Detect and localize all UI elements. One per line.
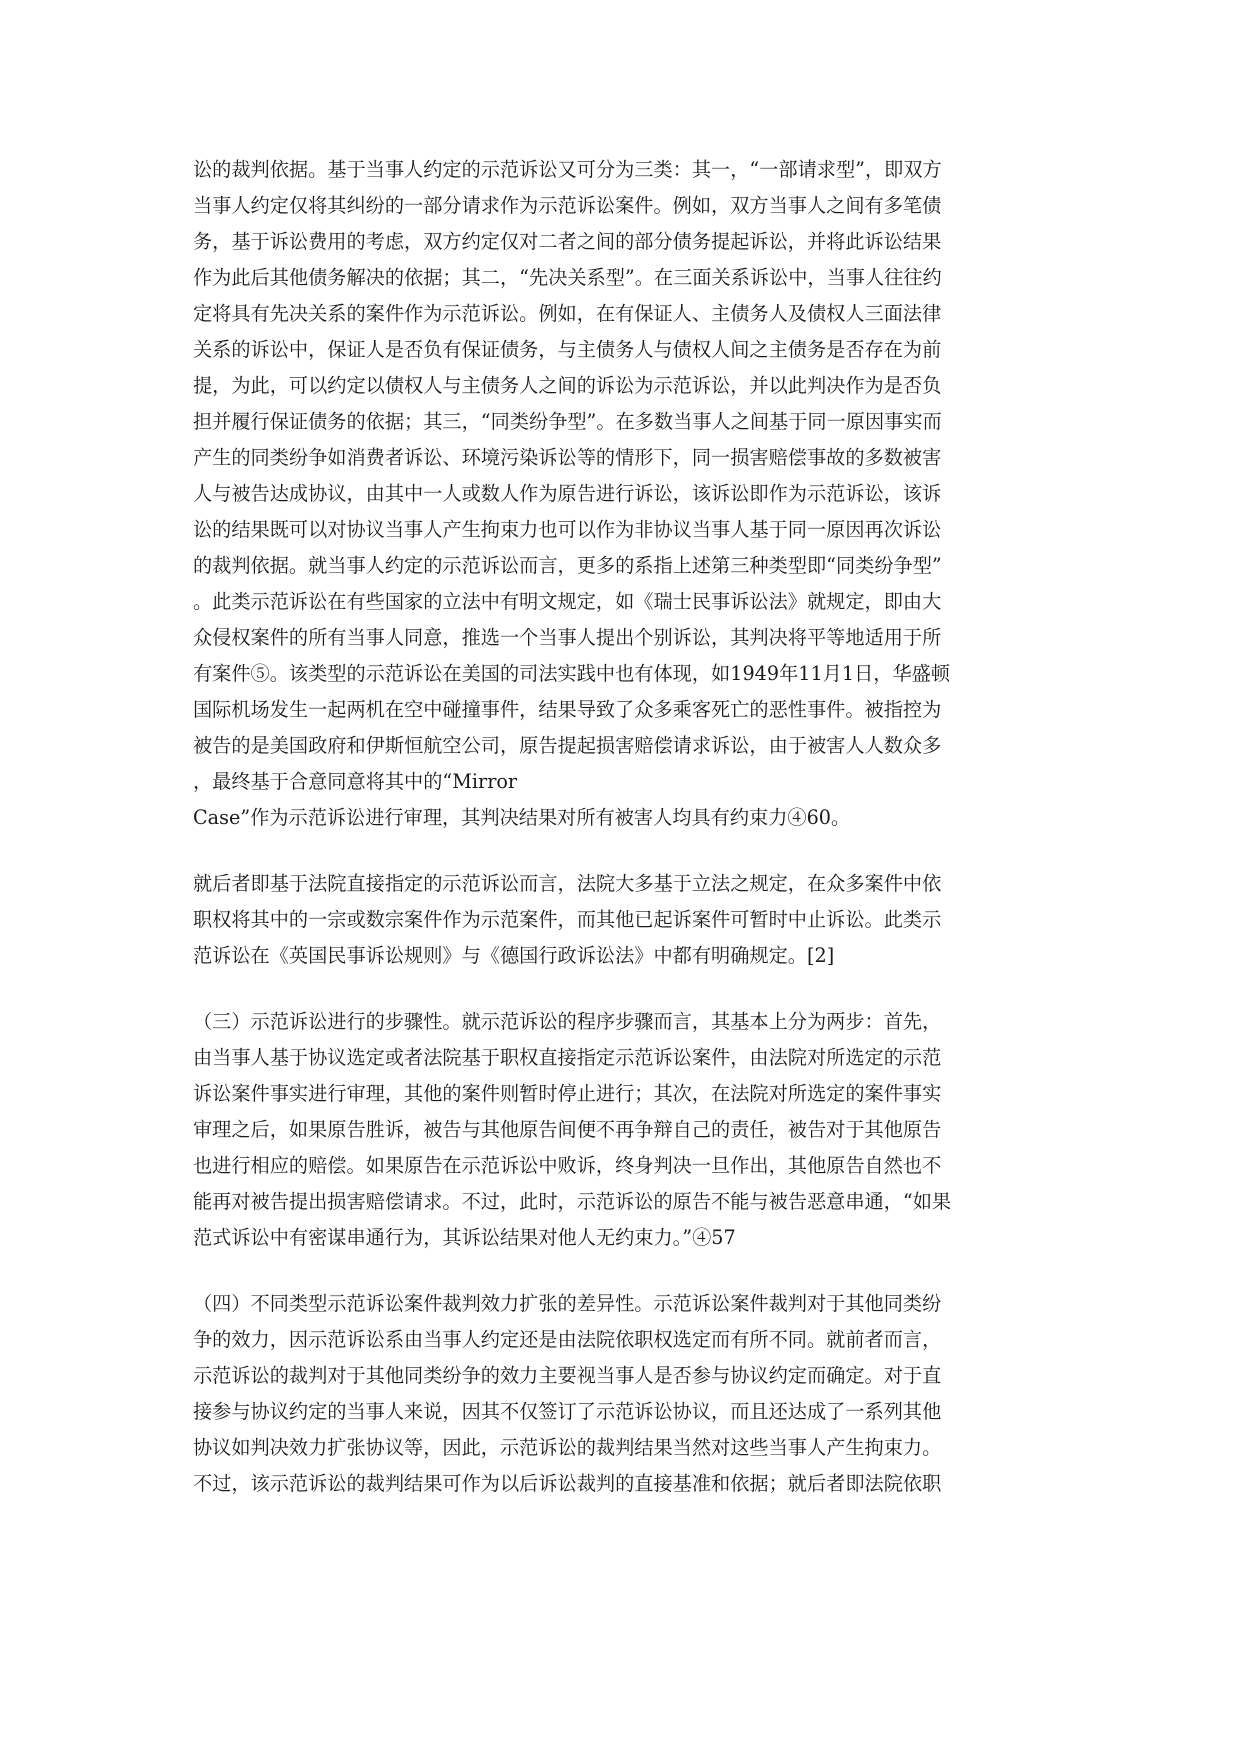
text-line: 当事人约定仅将其纠纷的一部分请求作为示范诉讼案件。例如，双方当事人之间有多笔债 <box>193 194 942 217</box>
text-line: 接参与协议约定的当事人来说，因其不仅签订了示范诉讼协议，而且还达成了一系列其他 <box>193 1400 942 1423</box>
text-line: （三）示范诉讼进行的步骤性。就示范诉讼的程序步骤而言，其基本上分为两步：首先， <box>193 1010 942 1033</box>
text-line: 诉讼案件事实进行审理，其他的案件则暂时停止进行；其次，在法院对所选定的案件事实 <box>193 1082 942 1105</box>
text-line: 能再对被告提出损害赔偿请求。不过，此时，示范诉讼的原告不能与被告恶意串通，“如果 <box>193 1190 952 1213</box>
text-line: 产生的同类纷争如消费者诉讼、环境污染诉讼等的情形下，同一损害赔偿事故的多数被害 <box>193 446 942 469</box>
text-line: 作为此后其他债务解决的依据；其二，“先决关系型”。在三面关系诉讼中，当事人往往约 <box>193 266 942 289</box>
text-line: 提，为此，可以约定以债权人与主债务人之间的诉讼为示范诉讼，并以此判决作为是否负 <box>193 374 942 397</box>
text-line: 就后者即基于法院直接指定的示范诉讼而言，法院大多基于立法之规定，在众多案件中依 <box>193 872 942 895</box>
text-line: 众侵权案件的所有当事人同意，推选一个当事人提出个别诉讼，其判决将平等地适用于所 <box>193 626 942 649</box>
text-line: 不过，该示范诉讼的裁判结果可作为以后诉讼裁判的直接基准和依据；就后者即法院依职 <box>193 1472 942 1495</box>
text-line: 人与被告达成协议，由其中一人或数人作为原告进行诉讼，该诉讼即作为示范诉讼，该诉 <box>193 482 942 505</box>
text-line: 国际机场发生一起两机在空中碰撞事件，结果导致了众多乘客死亡的恶性事件。被指控为 <box>193 698 942 721</box>
text-line: 争的效力，因示范诉讼系由当事人约定还是由法院依职权选定而有所不同。就前者而言， <box>193 1328 942 1351</box>
paragraph-1 <box>193 152 1053 836</box>
text-line: 被告的是美国政府和伊斯恒航空公司，原告提起损害赔偿请求诉讼，由于被害人人数众多 <box>193 734 942 757</box>
text-line: 的裁判依据。就当事人约定的示范诉讼而言，更多的系指上述第三种类型即“同类纷争型” <box>193 554 942 577</box>
text-line: 范式诉讼中有密谋串通行为，其诉讼结果对他人无约束力。”④57 <box>193 1226 736 1249</box>
text-line: 示范诉讼的裁判对于其他同类纷争的效力主要视当事人是否参与协议约定而确定。对于直 <box>193 1364 942 1387</box>
text-line: 也进行相应的赔偿。如果原告在示范诉讼中败诉，终身判决一旦作出，其他原告自然也不 <box>193 1154 942 1177</box>
text-line: 范诉讼在《英国民事诉讼规则》与《德国行政诉讼法》中都有明确规定。[2] <box>193 944 835 967</box>
document-body <box>193 152 1053 1532</box>
text-line: ，最终基于合意同意将其中的“Mirror <box>193 770 518 793</box>
text-line: 审理之后，如果原告胜诉，被告与其他原告间便不再争辩自己的责任，被告对于其他原告 <box>193 1118 942 1141</box>
text-line: 有案件⑤。该类型的示范诉讼在美国的司法实践中也有体现，如1949年11月1日，华盛顿 <box>193 662 951 685</box>
paragraph-2 <box>193 866 1053 974</box>
text-line: 务，基于诉讼费用的考虑，双方约定仅对二者之间的部分债务提起诉讼，并将此诉讼结果 <box>193 230 942 253</box>
text-line: 担并履行保证债务的依据；其三，“同类纷争型”。在多数当事人之间基于同一原因事实而 <box>193 410 942 433</box>
text-line: （四）不同类型示范诉讼案件裁判效力扩张的差异性。示范诉讼案件裁判对于其他同类纷 <box>193 1292 942 1315</box>
text-line: 协议如判决效力扩张协议等，因此，示范诉讼的裁判结果当然对这些当事人产生拘束力。 <box>193 1436 942 1459</box>
text-line: 。此类示范诉讼在有些国家的立法中有明文规定，如《瑞士民事诉讼法》就规定，即由大 <box>193 590 942 613</box>
paragraph-4 <box>193 1286 1053 1502</box>
paragraph-3 <box>193 1004 1053 1256</box>
text-line: 讼的结果既可以对协议当事人产生拘束力也可以作为非协议当事人基于同一原因再次诉讼 <box>193 518 942 541</box>
text-line: 由当事人基于协议选定或者法院基于职权直接指定示范诉讼案件，由法院对所选定的示范 <box>193 1046 942 1069</box>
text-line: Case”作为示范诉讼进行审理，其判决结果对所有被害人均具有约束力④60。 <box>193 806 851 829</box>
text-line: 职权将其中的一宗或数宗案件作为示范案件，而其他已起诉案件可暂时中止诉讼。此类示 <box>193 908 942 931</box>
text-line: 讼的裁判依据。基于当事人约定的示范诉讼又可分为三类：其一，“一部请求型”，即双方 <box>193 158 942 181</box>
text-line: 关系的诉讼中，保证人是否负有保证债务，与主债务人与债权人间之主债务是否存在为前 <box>193 338 942 361</box>
text-line: 定将具有先决关系的案件作为示范诉讼。例如，在有保证人、主债务人及债权人三面法律 <box>193 302 942 325</box>
